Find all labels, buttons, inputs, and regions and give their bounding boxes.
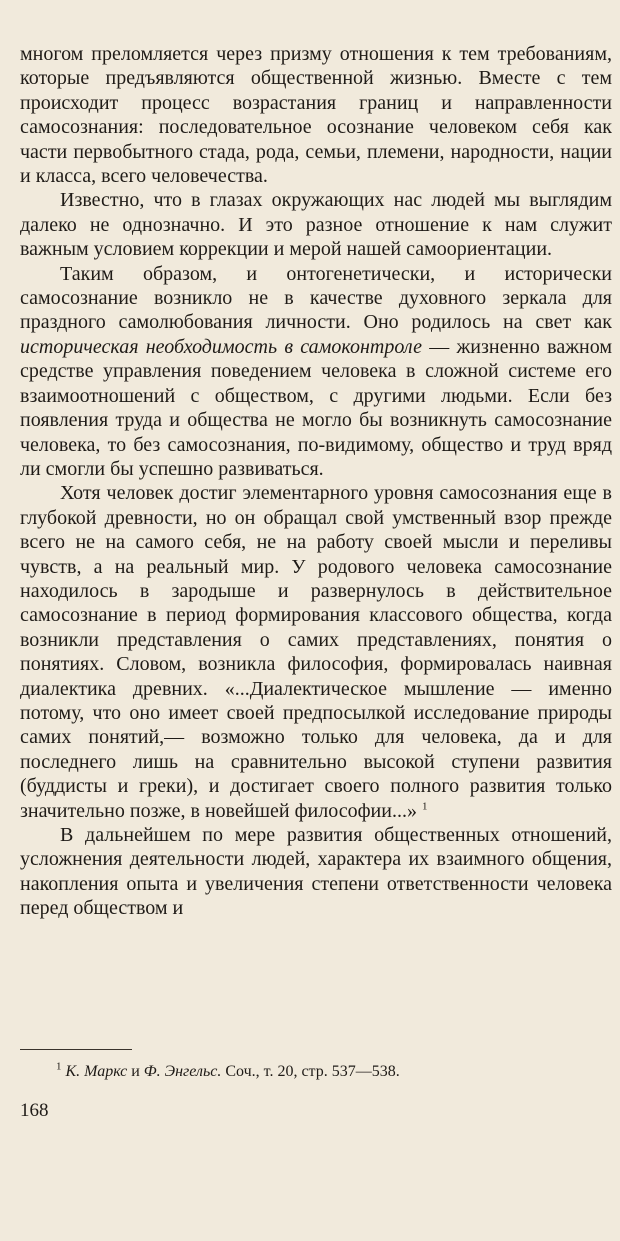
paragraph — [20, 188, 612, 261]
paragraph — [20, 42, 612, 188]
text-run: многом преломляется через призму отношения к тем требованиям, которые предъявляются общественной жизнью. Вместе с тем происходит процесс возрастания границ и направленности самосознания: последовательное осознание человеком себя как части первобытного стада, рода, семьи, племени, народности, нации и класса, всего человечества. — [20, 43, 612, 188]
paragraph — [20, 481, 612, 823]
text-run: Известно, что в глазах окружающих нас людей мы выглядим далеко не однозначно. И это разное отношение к нам служит важным условием коррекции и мерой нашей самоориентации. — [20, 189, 612, 261]
page-body — [20, 42, 612, 921]
footnote-author-2: Ф. Энгельс. — [143, 1063, 222, 1080]
text-run: В дальнейшем по мере развития общественных отношений, усложнения деятельности людей, характера их взаимного общения, накопления опыта и увеличения степени ответственности человека перед обществом и — [20, 824, 612, 920]
footnote-rule — [20, 1049, 132, 1050]
footnote-author-1: К. Маркс — [65, 1063, 128, 1080]
footnote-conj: и — [127, 1063, 144, 1080]
text-run: — жизненно важном средстве управления поведением человека в сложной системе его взаимоотношений с обществом, с другими людьми. Если без появления труда и общества не могло бы возникнуть самосознание человека, то без самосознания, по-видимому, общество и труд вряд ли смогли бы успешно развиваться. — [20, 335, 613, 480]
text-run: Хотя человек достиг элементарного уровня самосознания еще в глубокой древности, но он обращал свой умственный взор прежде всего не на самого себя, не на работу своей мысли и переливы чувств, а на реальный мир. У родового человека самосознание находилось в зародыше и развернулось в действительное самосознание в период формирования классового общества, когда возникли представления о самих представлениях, понятия о понятиях. Словом, возникла философия, формировалась наивная диалектика древних. «...Диалектическое мышление — именно потому, что оно имеет своей предпосылкой исследование природы самих понятий,— возможно только для человека, да и для последнего лишь на сравнительно высокой ступени развития (буддисты и греки), и достигает своего полного развития только значительно позже, в новейшей философии...» — [20, 482, 612, 822]
footnote-reference: Соч., т. 20, стр. 537—538. — [221, 1063, 400, 1080]
text-run: Таким образом, и онтогенетически, и исторически самосознание возникло не в качестве духовного зеркала для праздного самолюбования личности. Оно родилось на свет как — [20, 262, 612, 334]
italic-text: историческая необходимость в самоконтроле — [20, 335, 422, 358]
paragraph — [20, 262, 612, 482]
footnote-marker: 1 — [56, 1060, 62, 1073]
footnote-reference-marker: 1 — [421, 799, 428, 812]
footnote — [56, 1062, 612, 1082]
page-number: 168 — [20, 1100, 49, 1121]
paragraph — [20, 823, 612, 921]
